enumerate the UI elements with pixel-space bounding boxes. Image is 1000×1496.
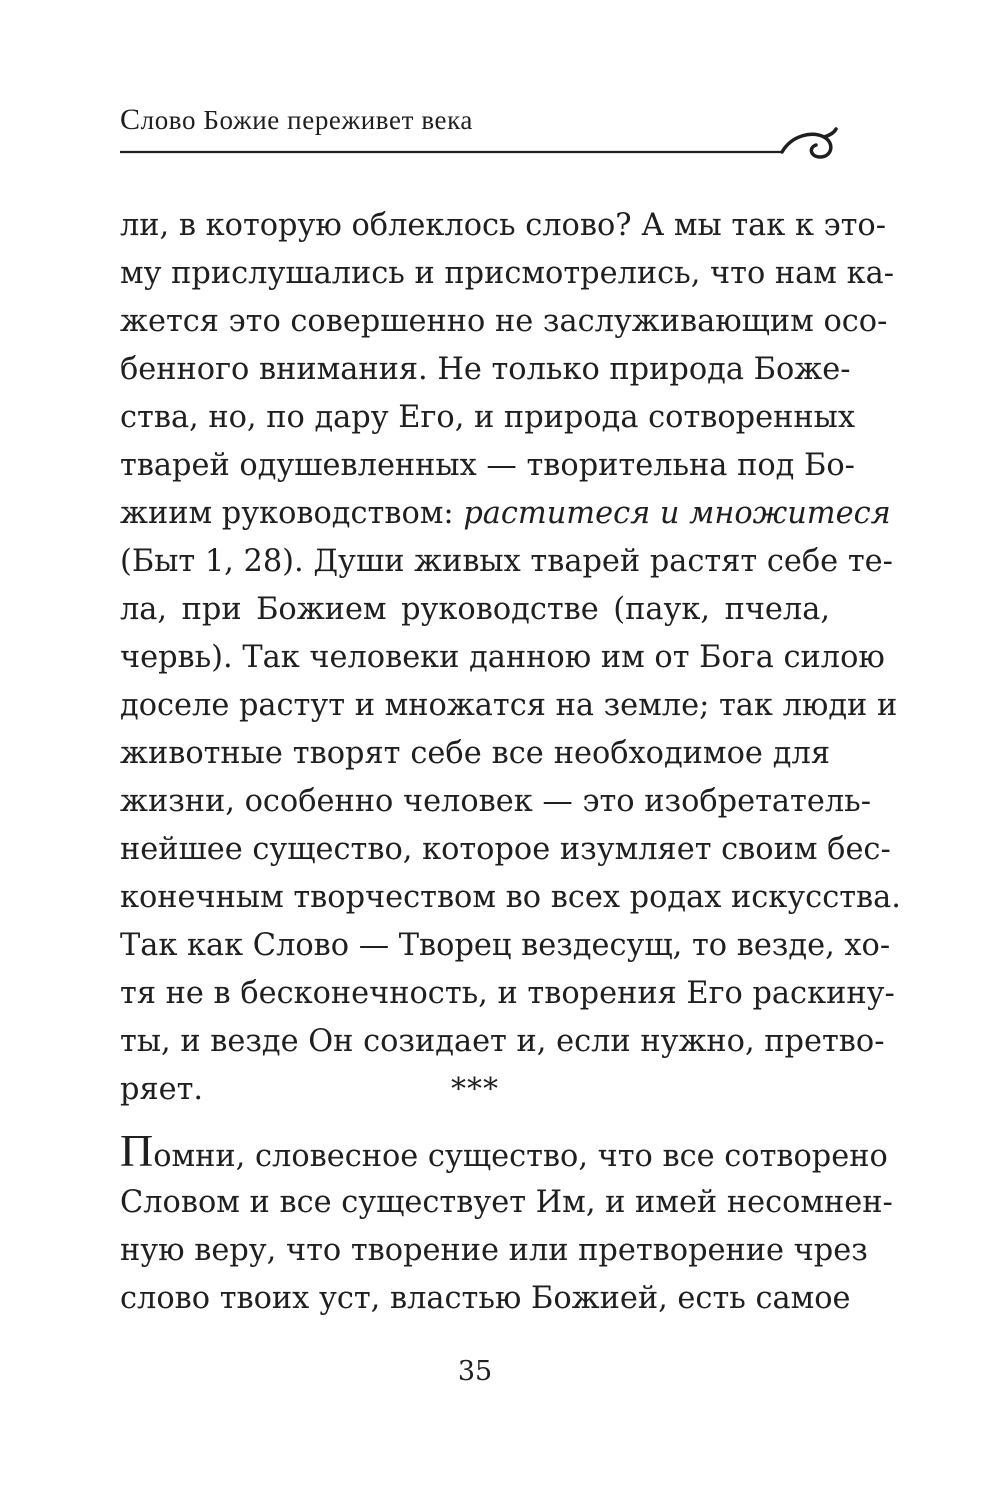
text-line: слово твоих уст, властью Божией, есть самое [120,1281,851,1316]
italic-scripture-quote: раститеся и множитеся [463,496,891,531]
text-line: животные творят себе все необходимое для [120,736,830,771]
running-head-text: лово Божие переживет века [140,105,473,135]
text-line: конечным творчеством во всех родах искусства. [120,880,901,915]
text-line: тя не в бесконечность, и творения Его раскину- [120,976,895,1011]
header-rule [120,125,840,165]
text-line: ную веру, что творение или претворение чрез [120,1233,868,1268]
text-line: тварей одушевленных — творительна под Бо- [120,448,855,483]
text-line: Так как Слово — Творец вездесущ, то везде, хо- [120,928,891,963]
page-number: 35 [457,1356,493,1387]
text-line-with-quote [120,490,891,538]
text-line: (Быт 1, 28). Души живых тварей растят себе те- [120,544,893,579]
text-segment: жиим руководством: [120,496,454,531]
text-line: ты, и везде Он созидает и, если нужно, претво- [120,1024,885,1059]
text-line: Словом и все существует Им, и имей несомнен- [120,1185,893,1220]
text-line: му прислушались и присмотрелись, что нам ка- [120,256,894,291]
text-line: ла, при Божием руководстве (паук, пчела, [120,592,830,627]
text-line: жется это совершенно не заслуживающим осо- [120,304,888,339]
swirl-ornament-icon [782,129,836,157]
paragraph-1 [120,202,901,1114]
initial-letter: П [120,1125,154,1176]
text-line-last: ряет. [120,1072,204,1107]
text-segment: омни, словесное существо, что все сотворено [153,1139,888,1174]
text-line: доселе растут и множатся на земле; так люди и [120,688,898,723]
text-line: бенного внимания. Не только природа Боже- [120,352,851,387]
section-separator: *** [451,1072,499,1107]
text-line: нейшее существо, которое изумляет своим бес- [120,832,891,867]
text-line: червь). Так человеки данною им от Бога силою [120,640,885,675]
text-line: ства, но, по дару Его, и природа сотворенных [120,400,855,435]
text-line: ли, в которую облеклось слово? А мы так к это- [120,208,886,243]
text-line-with-initial [120,1125,888,1179]
text-line: жизни, особенно человек — это изобретатель- [120,784,871,819]
paragraph-2 [120,1125,893,1323]
running-head-initial: С [120,103,141,136]
